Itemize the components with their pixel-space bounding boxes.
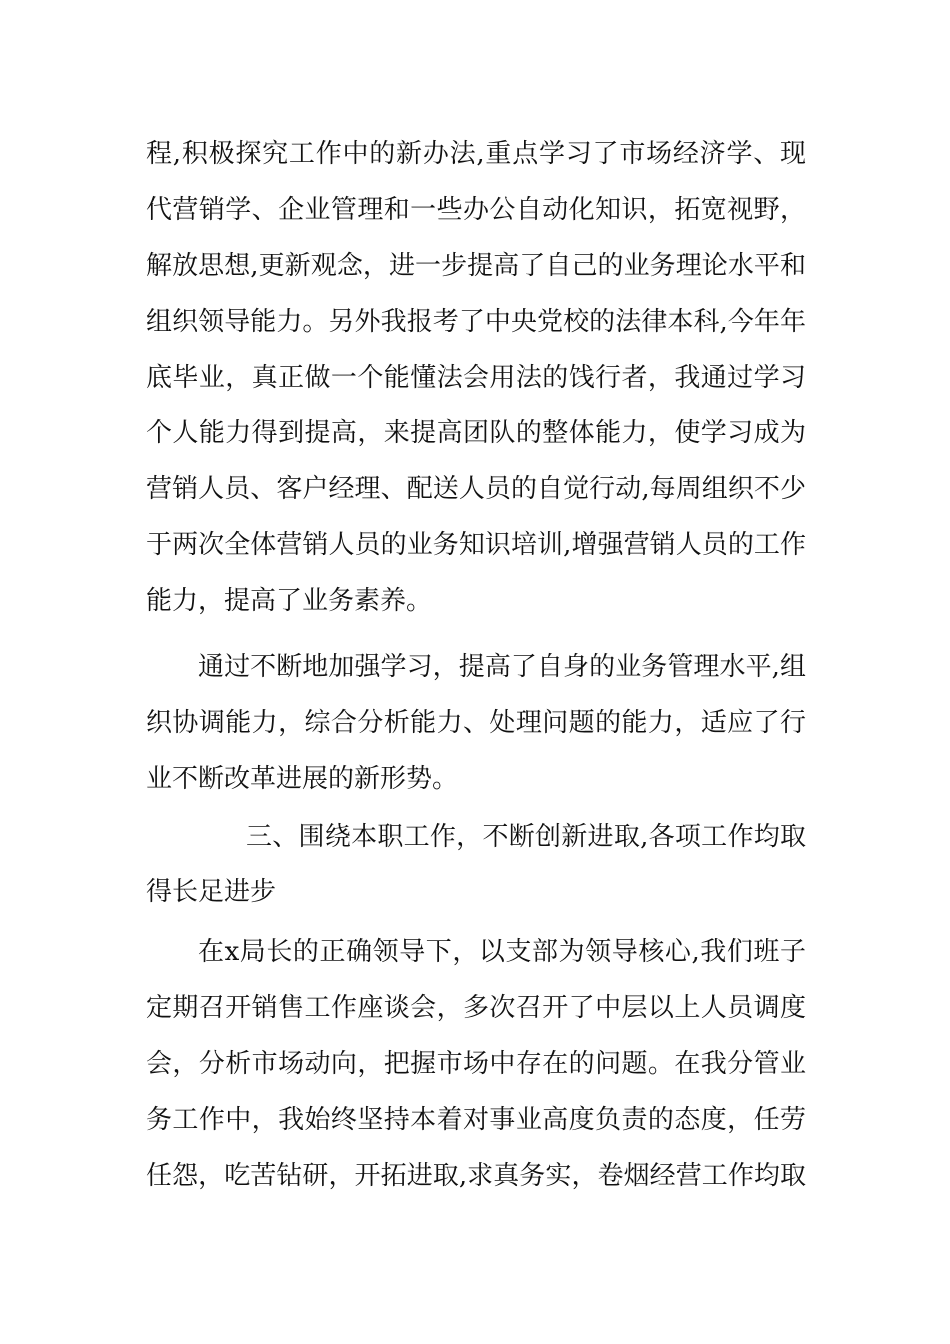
text-line: 代营销学、企业管理和一些办公自动化知识，拓宽视野， [146, 195, 806, 225]
text-line: 织协调能力，综合分析能力、处理问题的能力，适应了行 [146, 708, 806, 738]
text-line: 会，分析市场动向，把握市场中存在的问题。在我分管业 [146, 1049, 806, 1079]
text-line: 业不断改革进展的新形势。 [146, 764, 459, 794]
text-line: 程,积极探究工作中的新办法,重点学习了市场经济学、现 [146, 139, 806, 169]
text-line: 解放思想,更新观念，进一步提高了自己的业务理论水平和 [146, 251, 806, 281]
text-line: 任怨，吃苦钻研，开拓进取,求真务实，卷烟经营工作均取 [146, 1161, 806, 1191]
text-line: 底毕业，真正做一个能懂法会用法的饯行者，我通过学习 [146, 363, 806, 393]
text-line: 能力，提高了业务素养。 [146, 586, 433, 616]
text-line: 于两次全体营销人员的业务知识培训,增强营销人员的工作 [146, 530, 806, 560]
section-heading-continued: 得长足进步 [146, 877, 277, 907]
text-line: 务工作中，我始终坚持本着对事业高度负责的态度，任劳 [146, 1105, 806, 1135]
text-line: 在x局长的正确领导下，以支部为领导核心,我们班子 [198, 937, 806, 967]
text-line: 组织领导能力。另外我报考了中央党校的法律本科,今年年 [146, 307, 806, 337]
text-line: 定期召开销售工作座谈会，多次召开了中层以上人员调度 [146, 993, 806, 1023]
section-heading: 三、围绕本职工作，不断创新进取,各项工作均取 [246, 822, 806, 852]
text-line: 个人能力得到提高，来提高团队的整体能力，使学习成为 [146, 418, 806, 448]
text-line: 营销人员、客户经理、配送人员的自觉行动,每周组织不少 [146, 474, 806, 504]
text-line: 通过不断地加强学习，提高了自身的业务管理水平,组 [198, 652, 806, 682]
